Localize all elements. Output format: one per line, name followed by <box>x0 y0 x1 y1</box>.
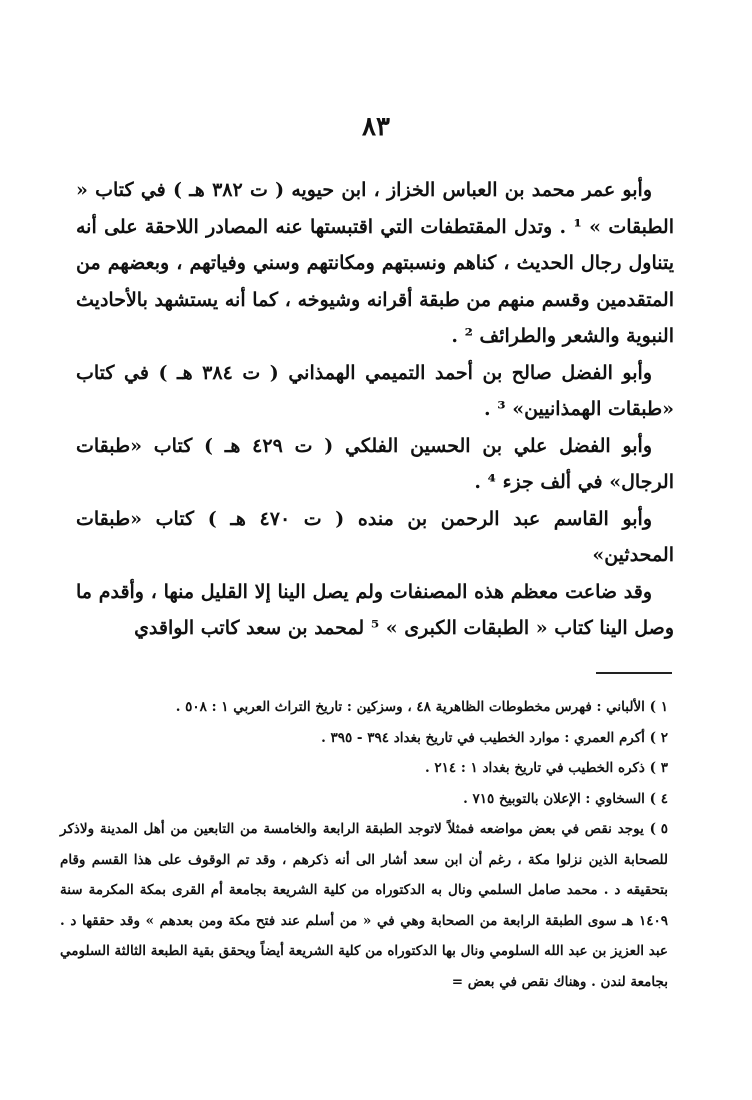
paragraph-hamadhani: وأبو الفضل صالح بن أحمد التميمي الهمذاني ( ت ٣٨٤ هـ ) في كتاب «طبقات الهمذانيين» ³ . <box>76 361 674 420</box>
footnote <box>60 753 668 784</box>
footnote <box>60 814 668 997</box>
footnote <box>60 723 668 754</box>
paragraph-ibn-mandah: وأبو القاسم عبد الرحمن بن منده ( ت ٤٧٠ هـ ) كتاب «طبقات المحدثين» <box>76 507 674 566</box>
footnote-text: أكرم العمري : موارد الخطيب في تاريخ بغداد ٣٩٤ - ٣٩٥ . <box>321 729 645 746</box>
page-number: ٨٣ <box>362 112 390 142</box>
footnote-number: ٤ ) <box>649 790 668 807</box>
footnote-text: السخاوي : الإعلان بالتوبيخ ٧١٥ . <box>463 790 645 807</box>
main-text <box>76 172 674 647</box>
footnote-number: ١ ) <box>649 699 668 715</box>
paragraph-lost-works: وقد ضاعت معظم هذه المصنفات ولم يصل الينا إلا القليل منها ، وأقدم ما وصل الينا كتاب « الطبقات الكبرى » ⁵ لمحمد بن سعد كاتب الواقدي <box>76 580 674 639</box>
footnote-divider <box>596 672 672 674</box>
footnote-text: الألباني : فهرس مخطوطات الظاهرية ٤٨ ، وسزكين : تاريخ التراث العربي ١ : ٥٠٨ . <box>175 699 645 715</box>
footnote-number: ٥ ) <box>649 821 668 837</box>
paragraph-ibn-hayawayh: وأبو عمر محمد بن العباس الخزاز ، ابن حيويه ( ت ٣٨٢ هـ ) في كتاب « الطبقات » ¹ . وتدل المقتطفات التي اقتبستها عنه المصادر اللاحقة على أنه يتناول رجال الحديث ، كناهم ونسبتهم ومكانتهم وسني وفياتهم ، وبعضهم من المتقدمين وقسم منهم من طبقة أقرانه وشيوخه ، كما أنه يستشهد بالأحاديث النبوية والشعر والطرائف ² . <box>76 179 674 347</box>
footnote <box>60 692 668 723</box>
footnote-text: يوجد نقص في بعض مواضعه فمثلاً لاتوجد الطبقة الرابعة والخامسة من التابعين من أهل المدينة ولاذكر للصحابة الذين نزلوا مكة ، رغم أن ابن سعد أشار الى أنه ذكرهم ، وقد تم الوقوف على هذا القسم وقام بتحقيقه د . محمد صامل السلمي ونال به الدكتوراه من كلية الشريعة بجامعة أم القرى بمكة المكرمة سنة ١٤٠٩ هـ سوى الطبقة الرابعة من الصحابة وهي في « من أسلم عند فتح مكة ومن بعدهم » وقد حققها د . عبد العزيز بن عبد الله السلومي ونال بها الدكتوراه من كلية الشريعة أيضاً ويحقق بقية الطبعة الثالثة السلومي بجامعة لندن . وهناك نقص في بعض = <box>60 821 668 990</box>
footnote-number: ٢ ) <box>649 729 668 746</box>
footnote <box>60 784 668 815</box>
footnote-number: ٣ ) <box>649 760 668 776</box>
paragraph-falaki: وأبو الفضل علي بن الحسين الفلكي ( ت ٤٢٩ هـ ) كتاب «طبقات الرجال» في ألف جزء ⁴ . <box>76 434 674 493</box>
footnote-text: ذكره الخطيب في تاريخ بغداد ١ : ٢١٤ . <box>424 760 645 776</box>
footnotes <box>60 692 668 997</box>
